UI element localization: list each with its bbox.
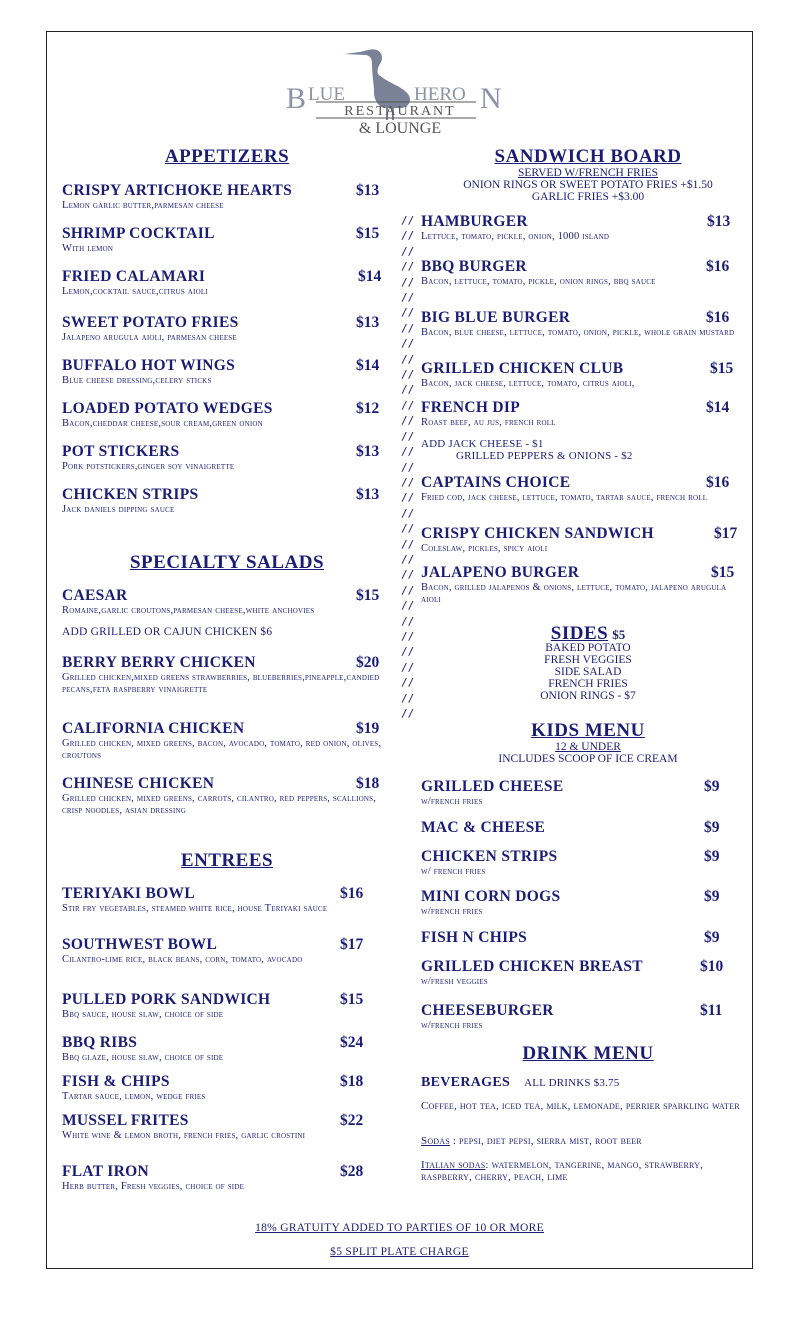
appetizer-name: CHICKEN STRIPS xyxy=(62,486,199,503)
sandwich-name: BIG BLUE BURGER xyxy=(421,309,571,326)
column-divider: // // // // // // // // // // // // // // // // // // // // // // // // // // // // // // // // // xyxy=(401,214,415,720)
sandwich-served: SERVED W/FRENCH FRIES xyxy=(517,167,659,179)
entree-description: Herb butter, Fresh veggies, choice of side xyxy=(62,1181,245,1192)
appetizer-description: Lemon garlic butter,parmesan cheese xyxy=(62,200,224,211)
beverages-label: BEVERAGES xyxy=(421,1075,511,1090)
side-item: FRENCH FRIES xyxy=(548,678,628,690)
addon-peppers: GRILLED PEPPERS & ONIONS - $2 xyxy=(456,450,633,462)
sandwich-description: Coleslaw, pickles, spicy aioli xyxy=(421,543,548,554)
side-item: BAKED POTATO xyxy=(545,642,631,654)
entree-name: SOUTHWEST BOWL xyxy=(62,936,218,953)
kids-item-description: w/french fries xyxy=(421,906,483,917)
appetizer-description: Pork potstickers,ginger soy vinaigrette xyxy=(62,461,235,472)
entree-price: $28 xyxy=(340,1163,364,1180)
entree-price: $17 xyxy=(340,936,364,953)
entree-price: $15 xyxy=(340,991,364,1008)
kids-item-name: CHEESEBURGER xyxy=(421,1002,554,1019)
appetizer-price: $13 xyxy=(356,443,380,460)
appetizer-price: $13 xyxy=(356,314,380,331)
entree-description: Tartar sauce, lemon, wedge fries xyxy=(62,1091,206,1102)
appetizer-description: Blue cheese dressing,celery sticks xyxy=(62,375,212,386)
salad-description: Grilled chicken,mixed greens strawberries, blueberries,pineapple,candied pecans,feta raspberry vinaigrette xyxy=(62,672,380,695)
salad-name: CAESAR xyxy=(62,587,128,604)
kids-item-description: w/french fries xyxy=(421,796,483,807)
appetizer-price: $13 xyxy=(356,182,380,199)
italian-label: Italian sodas xyxy=(421,1159,486,1171)
svg-text:N: N xyxy=(480,82,502,115)
side-item: FRESH VEGGIES xyxy=(544,654,632,666)
appetizer-name: SHRIMP COCKTAIL xyxy=(62,225,215,242)
sandwich-price: $16 xyxy=(706,474,730,491)
salad-name: CHINESE CHICKEN xyxy=(62,775,215,792)
sodas-row xyxy=(421,1135,751,1147)
sodas-list: : pepsi, diet pepsi, sierra mist, root beer xyxy=(449,1135,642,1147)
sandwich-price: $15 xyxy=(711,564,735,581)
sandwich-price: $14 xyxy=(706,399,730,416)
beverages-row xyxy=(421,1073,619,1091)
entree-price: $16 xyxy=(340,885,364,902)
appetizer-price: $13 xyxy=(356,486,380,503)
sandwich-name: BBQ BURGER xyxy=(421,258,527,275)
sodas-label: Sodas xyxy=(421,1135,450,1147)
kids-item-name: GRILLED CHICKEN BREAST xyxy=(421,958,643,975)
svg-text:RESTAURANT: RESTAURANT xyxy=(344,104,456,119)
salads-heading: SPECIALTY SALADS xyxy=(129,552,325,573)
kids-item-name: CHICKEN STRIPS xyxy=(421,848,558,865)
side-item: SIDE SALAD xyxy=(554,666,622,678)
sandwich-heading: SANDWICH BOARD xyxy=(494,146,682,167)
entree-name: TERIYAKI BOWL xyxy=(62,885,195,902)
appetizers-heading: APPETIZERS xyxy=(164,146,290,167)
sandwich-upgrade: ONION RINGS OR SWEET POTATO FRIES +$1.50 xyxy=(463,179,713,191)
italian-list: : watermelon, tangerine, mango, strawberry, raspberry, cherry, peach, lime xyxy=(421,1159,704,1183)
appetizer-name: FRIED CALAMARI xyxy=(62,268,206,285)
entree-name: FLAT IRON xyxy=(62,1163,149,1180)
kids-item-price: $11 xyxy=(700,1002,723,1019)
sandwich-description: Bacon, grilled jalapenos & onions, lettuce, tomato, jalapeno arugula aioli xyxy=(421,582,727,605)
appetizer-description: Jack daniels dipping sauce xyxy=(62,504,175,515)
kids-item-price: $9 xyxy=(704,778,720,795)
entree-name: FISH & CHIPS xyxy=(62,1073,170,1090)
sandwich-name: CRISPY CHICKEN SANDWICH xyxy=(421,525,654,542)
drink-heading: DRINK MENU xyxy=(522,1043,654,1064)
appetizer-name: POT STICKERS xyxy=(62,443,180,460)
kids-item-price: $9 xyxy=(704,929,720,946)
entree-description: Bbq glaze, house slaw, choice of side xyxy=(62,1052,224,1063)
appetizer-price: $14 xyxy=(358,268,382,285)
salad-price: $20 xyxy=(356,654,380,671)
appetizer-price: $15 xyxy=(356,225,380,242)
blue-heron-logo xyxy=(282,42,518,137)
entree-name: PULLED PORK SANDWICH xyxy=(62,991,271,1008)
sandwich-description: Roast beef, au jus, french roll xyxy=(421,417,556,428)
sandwich-description: Bacon, jack cheese, lettuce, tomato, citrus aioli, xyxy=(421,378,635,389)
sandwich-garlic: GARLIC FRIES +$3.00 xyxy=(531,191,645,203)
salad-price: $19 xyxy=(356,720,380,737)
entrees-heading: ENTREES xyxy=(180,850,274,871)
sides-heading: SIDES xyxy=(550,623,609,644)
svg-text:LUE: LUE xyxy=(308,84,345,105)
salad-name: BERRY BERRY CHICKEN xyxy=(62,654,256,671)
appetizer-price: $14 xyxy=(356,357,380,374)
sandwich-description: Lettuce, tomato, pickle, onion, 1000 island xyxy=(421,231,610,242)
sandwich-price: $15 xyxy=(710,360,734,377)
kids-item-price: $9 xyxy=(704,819,720,836)
salad-description: Grilled chicken, mixed greens, bacon, avocado, tomato, red onion, olives, croutons xyxy=(62,738,382,761)
sandwich-name: GRILLED CHICKEN CLUB xyxy=(421,360,624,377)
addon-cheese: ADD JACK CHEESE - $1 xyxy=(421,438,544,450)
sandwich-price: $16 xyxy=(706,309,730,326)
beverage-list: Coffee, hot tea, iced tea, milk, lemonade, perrier sparkling water xyxy=(421,1100,740,1112)
entree-description: Cilantro-lime rice, black beans, corn, tomato, avocado xyxy=(62,954,303,965)
appetizer-name: LOADED POTATO WEDGES xyxy=(62,400,273,417)
salad-price: $18 xyxy=(356,775,380,792)
sandwich-price: $13 xyxy=(707,213,731,230)
kids-icecream: INCLUDES SCOOP OF ICE CREAM xyxy=(498,753,678,765)
sides-price: $5 xyxy=(612,627,626,642)
kids-item-name: FISH N CHIPS xyxy=(421,929,528,946)
kids-heading: KIDS MENU xyxy=(531,720,645,741)
entree-name: BBQ RIBS xyxy=(62,1034,138,1051)
sandwich-name: FRENCH DIP xyxy=(421,399,521,416)
split-plate-note: $5 SPLIT PLATE CHARGE xyxy=(330,1246,469,1258)
italian-row xyxy=(421,1159,751,1183)
entree-price: $24 xyxy=(340,1034,364,1051)
entree-price: $22 xyxy=(340,1112,364,1129)
sandwich-price: $16 xyxy=(706,258,730,275)
kids-item-name: MAC & CHEESE xyxy=(421,819,546,836)
sandwich-name: HAMBURGER xyxy=(421,213,528,230)
kids-item-price: $9 xyxy=(704,848,720,865)
caesar-addon: ADD GRILLED OR CAJUN CHICKEN $6 xyxy=(62,626,273,638)
kids-item-description: w/ french fries xyxy=(421,866,486,877)
salad-description: Romaine,garlic croutons,parmesan cheese,white anchovies xyxy=(62,605,315,616)
appetizer-price: $12 xyxy=(356,400,380,417)
svg-text:HERO: HERO xyxy=(414,84,466,105)
entree-description: Bbq sauce, house slaw, choice of side xyxy=(62,1009,224,1020)
kids-item-description: w/fresh veggies xyxy=(421,976,488,987)
gratuity-note: 18% GRATUITY ADDED TO PARTIES OF 10 OR MORE xyxy=(255,1222,544,1234)
salad-description: Grilled chicken, mixed greens, carrots, cilantro, red peppers, scallions, crisp noodles, asian dressing xyxy=(62,793,377,816)
svg-text:& LOUNGE: & LOUNGE xyxy=(358,120,442,137)
kids-item-name: GRILLED CHEESE xyxy=(421,778,564,795)
appetizer-description: Bacon,cheddar cheese,sour cream,green onion xyxy=(62,418,263,429)
salad-price: $15 xyxy=(356,587,380,604)
appetizer-description: Lemon,cocktail sauce,citrus aioli xyxy=(62,286,208,297)
appetizer-name: SWEET POTATO FRIES xyxy=(62,314,239,331)
entree-price: $18 xyxy=(340,1073,364,1090)
beverages-price: ALL DRINKS $3.75 xyxy=(524,1077,620,1089)
kids-age: 12 & UNDER xyxy=(555,741,621,753)
appetizer-description: Jalapeno arugula aioli, parmesan cheese xyxy=(62,332,237,343)
appetizer-name: BUFFALO HOT WINGS xyxy=(62,357,236,374)
appetizer-name: CRISPY ARTICHOKE HEARTS xyxy=(62,182,293,199)
side-item: ONION RINGS - $7 xyxy=(540,690,636,702)
kids-item-description: w/french fries xyxy=(421,1020,483,1031)
entree-description: White wine & lemon broth, french fries, garlic crostini xyxy=(62,1130,306,1141)
kids-item-name: MINI CORN DOGS xyxy=(421,888,561,905)
sandwich-name: JALAPENO BURGER xyxy=(421,564,580,581)
sandwich-description: Bacon, lettuce, tomato, pickle, onion rings, bbq sauce xyxy=(421,276,656,287)
sandwich-name: CAPTAINS CHOICE xyxy=(421,474,571,491)
sandwich-description: Bacon, blue cheese, lettuce, tomato, onion, pickle, whole grain mustard xyxy=(421,327,735,338)
sandwich-price: $17 xyxy=(714,525,738,542)
entree-description: Stir fry vegetables, steamed white rice, house Teriyaki sauce xyxy=(62,903,328,914)
svg-text:B: B xyxy=(286,82,307,115)
kids-item-price: $10 xyxy=(700,958,724,975)
salad-name: CALIFORNIA CHICKEN xyxy=(62,720,245,737)
kids-item-price: $9 xyxy=(704,888,720,905)
entree-name: MUSSEL FRITES xyxy=(62,1112,189,1129)
sandwich-description: Fried cod, jack cheese, lettuce, tomato, tartar sauce, french roll xyxy=(421,492,708,503)
appetizer-description: With lemon xyxy=(62,243,114,254)
